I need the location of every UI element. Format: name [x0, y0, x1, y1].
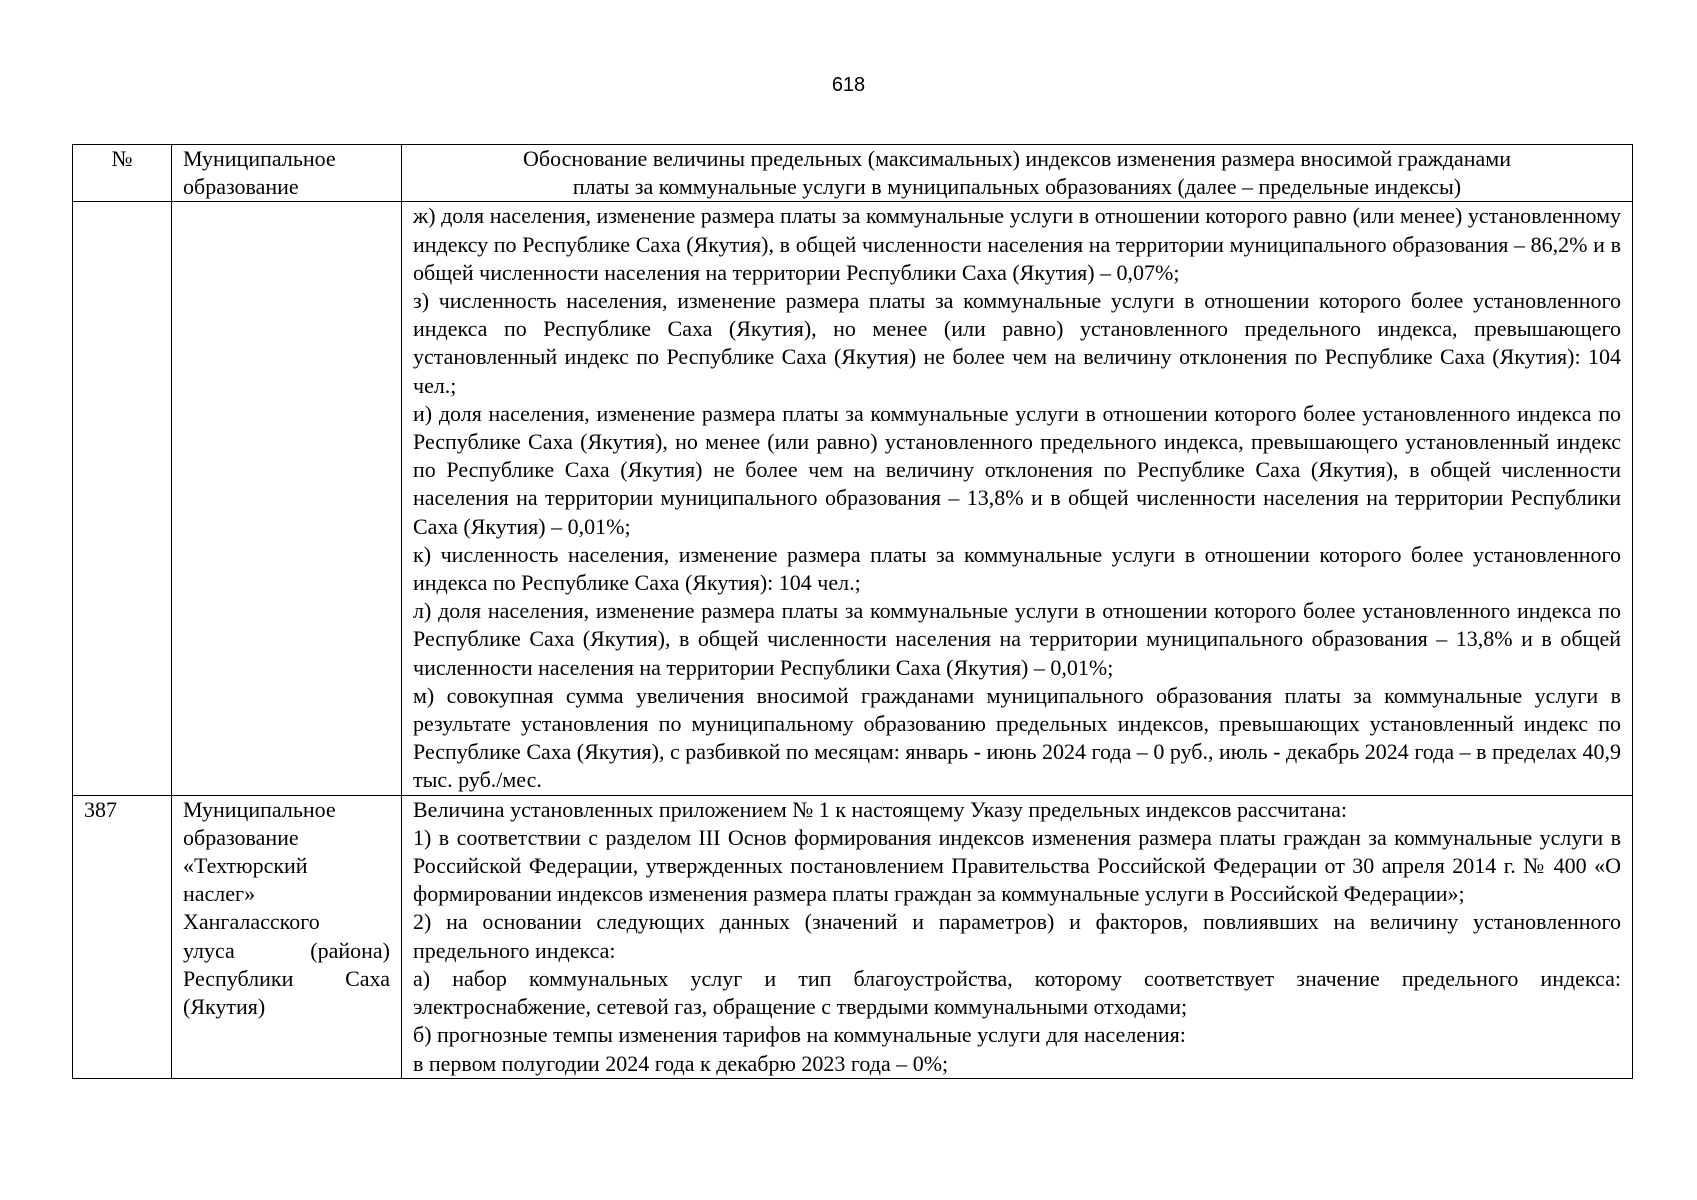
row-number: 387: [73, 795, 172, 1078]
justification-cell: [402, 795, 1633, 1078]
municipality-cell: [172, 795, 402, 1078]
paragraph-i: и) доля населения, изменение размера платы за коммунальные услуги в отношении которого более установленного индекса по Республике Саха (Якутия), но менее (или равно) установленного предельного индекса, превышающего установленный индекс по Республике Саха (Якутия) не более чем на величину отклонения по Республике Саха (Якутия), в общей численности населения на территории муниципального образования – 13,8% и в общей численности населения на территории Республики Саха (Якутия) – 0,01%;: [413, 400, 1621, 539]
paragraph-b: б) прогнозные темпы изменения тарифов на коммунальные услуги для населения:: [413, 1022, 1186, 1048]
header-municipality: Муниципальное образование: [172, 145, 402, 202]
paragraph-m: м) совокупная сумма увеличения вносимой гражданами муниципального образования платы за коммунальные услуги в результате установления по муниципальному образованию предельных индексов, превышающих установленный индекс по Республике Саха (Якутия), с разбивкой по месяцам: январь - июнь 2024 года – 0 руб., июль - декабрь 2024 года – в пределах 40,9 тыс. руб./мес.: [413, 682, 1621, 793]
paragraph-a: а) набор коммунальных услуг и тип благоустройства, которому соответствует значение предельного индекса: электроснабжение, сетевой газ, обращение с твердыми коммунальными отходами;: [413, 965, 1621, 1020]
municipality-line: образование: [183, 824, 299, 850]
municipality-line: «Техтюрский: [183, 853, 308, 879]
paragraph-1: 1) в соответствии с разделом III Основ формирования индексов изменения размера платы граждан за коммунальные услуги в Российской Федерации, утвержденных постановлением Правительства Российской Федерации от 30 апреля 2014 г. № 400 «О формировании индексов изменения размера платы граждан за коммунальные услуги в Российской Федерации»;: [413, 824, 1621, 907]
header-justification: [402, 145, 1633, 202]
header-number: №: [73, 145, 172, 202]
paragraph-intro: Величина установленных приложением № 1 к настоящему Указу предельных индексов рассчитана:: [413, 796, 1347, 822]
municipality-line: Муниципальное: [183, 796, 336, 822]
header-justification-line-1: Обоснование величины предельных (максимальных) индексов изменения размера вносимой гражданами: [522, 146, 1511, 171]
page-number: 618: [831, 74, 866, 96]
table-header-row: [73, 145, 1633, 202]
continuation-municipality-cell: [172, 202, 402, 795]
continuation-number-cell: [73, 202, 172, 795]
municipality-line: Хангаласского: [183, 909, 320, 935]
table-row-continuation: [73, 202, 1633, 795]
municipality-line: наслег»: [183, 881, 256, 907]
municipality-line: улуса (района): [183, 937, 390, 963]
municipality-line: Республики Саха: [183, 965, 390, 991]
paragraph-b-first-half: в первом полугодии 2024 года к декабрю 2023 года – 0%;: [413, 1050, 949, 1076]
paragraph-zh: ж) доля населения, изменение размера платы за коммунальные услуги в отношении которого равно (или менее) установленному индексу по Республике Саха (Якутия), в общей численности населения на территории муниципального образования – 86,2% и в общей численности населения на территории Республики Саха (Якутия) – 0,07%;: [413, 203, 1621, 285]
continuation-justification-cell: [402, 202, 1633, 795]
paragraph-z: з) численность населения, изменение размера платы за коммунальные услуги в отношении которого более установленного индекса по Республике Саха (Якутия), но менее (или равно) установленного предельного индекса, превышающего установленный индекс по Республике Саха (Якутия) не более чем на величину отклонения по Республике Саха (Якутия): 104 чел.;: [413, 288, 1621, 398]
table-row-387: [73, 795, 1633, 1078]
header-justification-line-2: платы за коммунальные услуги в муниципальных образованиях (далее – предельные индексы): [572, 174, 1462, 200]
paragraph-l: л) доля населения, изменение размера платы за коммунальные услуги в отношении которого более установленного индекса по Республике Саха (Якутия), в общей численности населения на территории муниципального образования – 13,8% и в общей численности населения на территории Республики Саха (Якутия) – 0,01%;: [413, 598, 1621, 680]
paragraph-k: к) численность населения, изменение размера платы за коммунальные услуги в отношении которого более установленного индекса по Республике Саха (Якутия): 104 чел.;: [413, 541, 1621, 596]
municipality-line: (Якутия): [183, 994, 266, 1020]
paragraph-2: 2) на основании следующих данных (значений и параметров) и факторов, повлиявших на величину установленного предельного индекса:: [413, 909, 1621, 963]
justification-table: [72, 144, 1633, 1079]
